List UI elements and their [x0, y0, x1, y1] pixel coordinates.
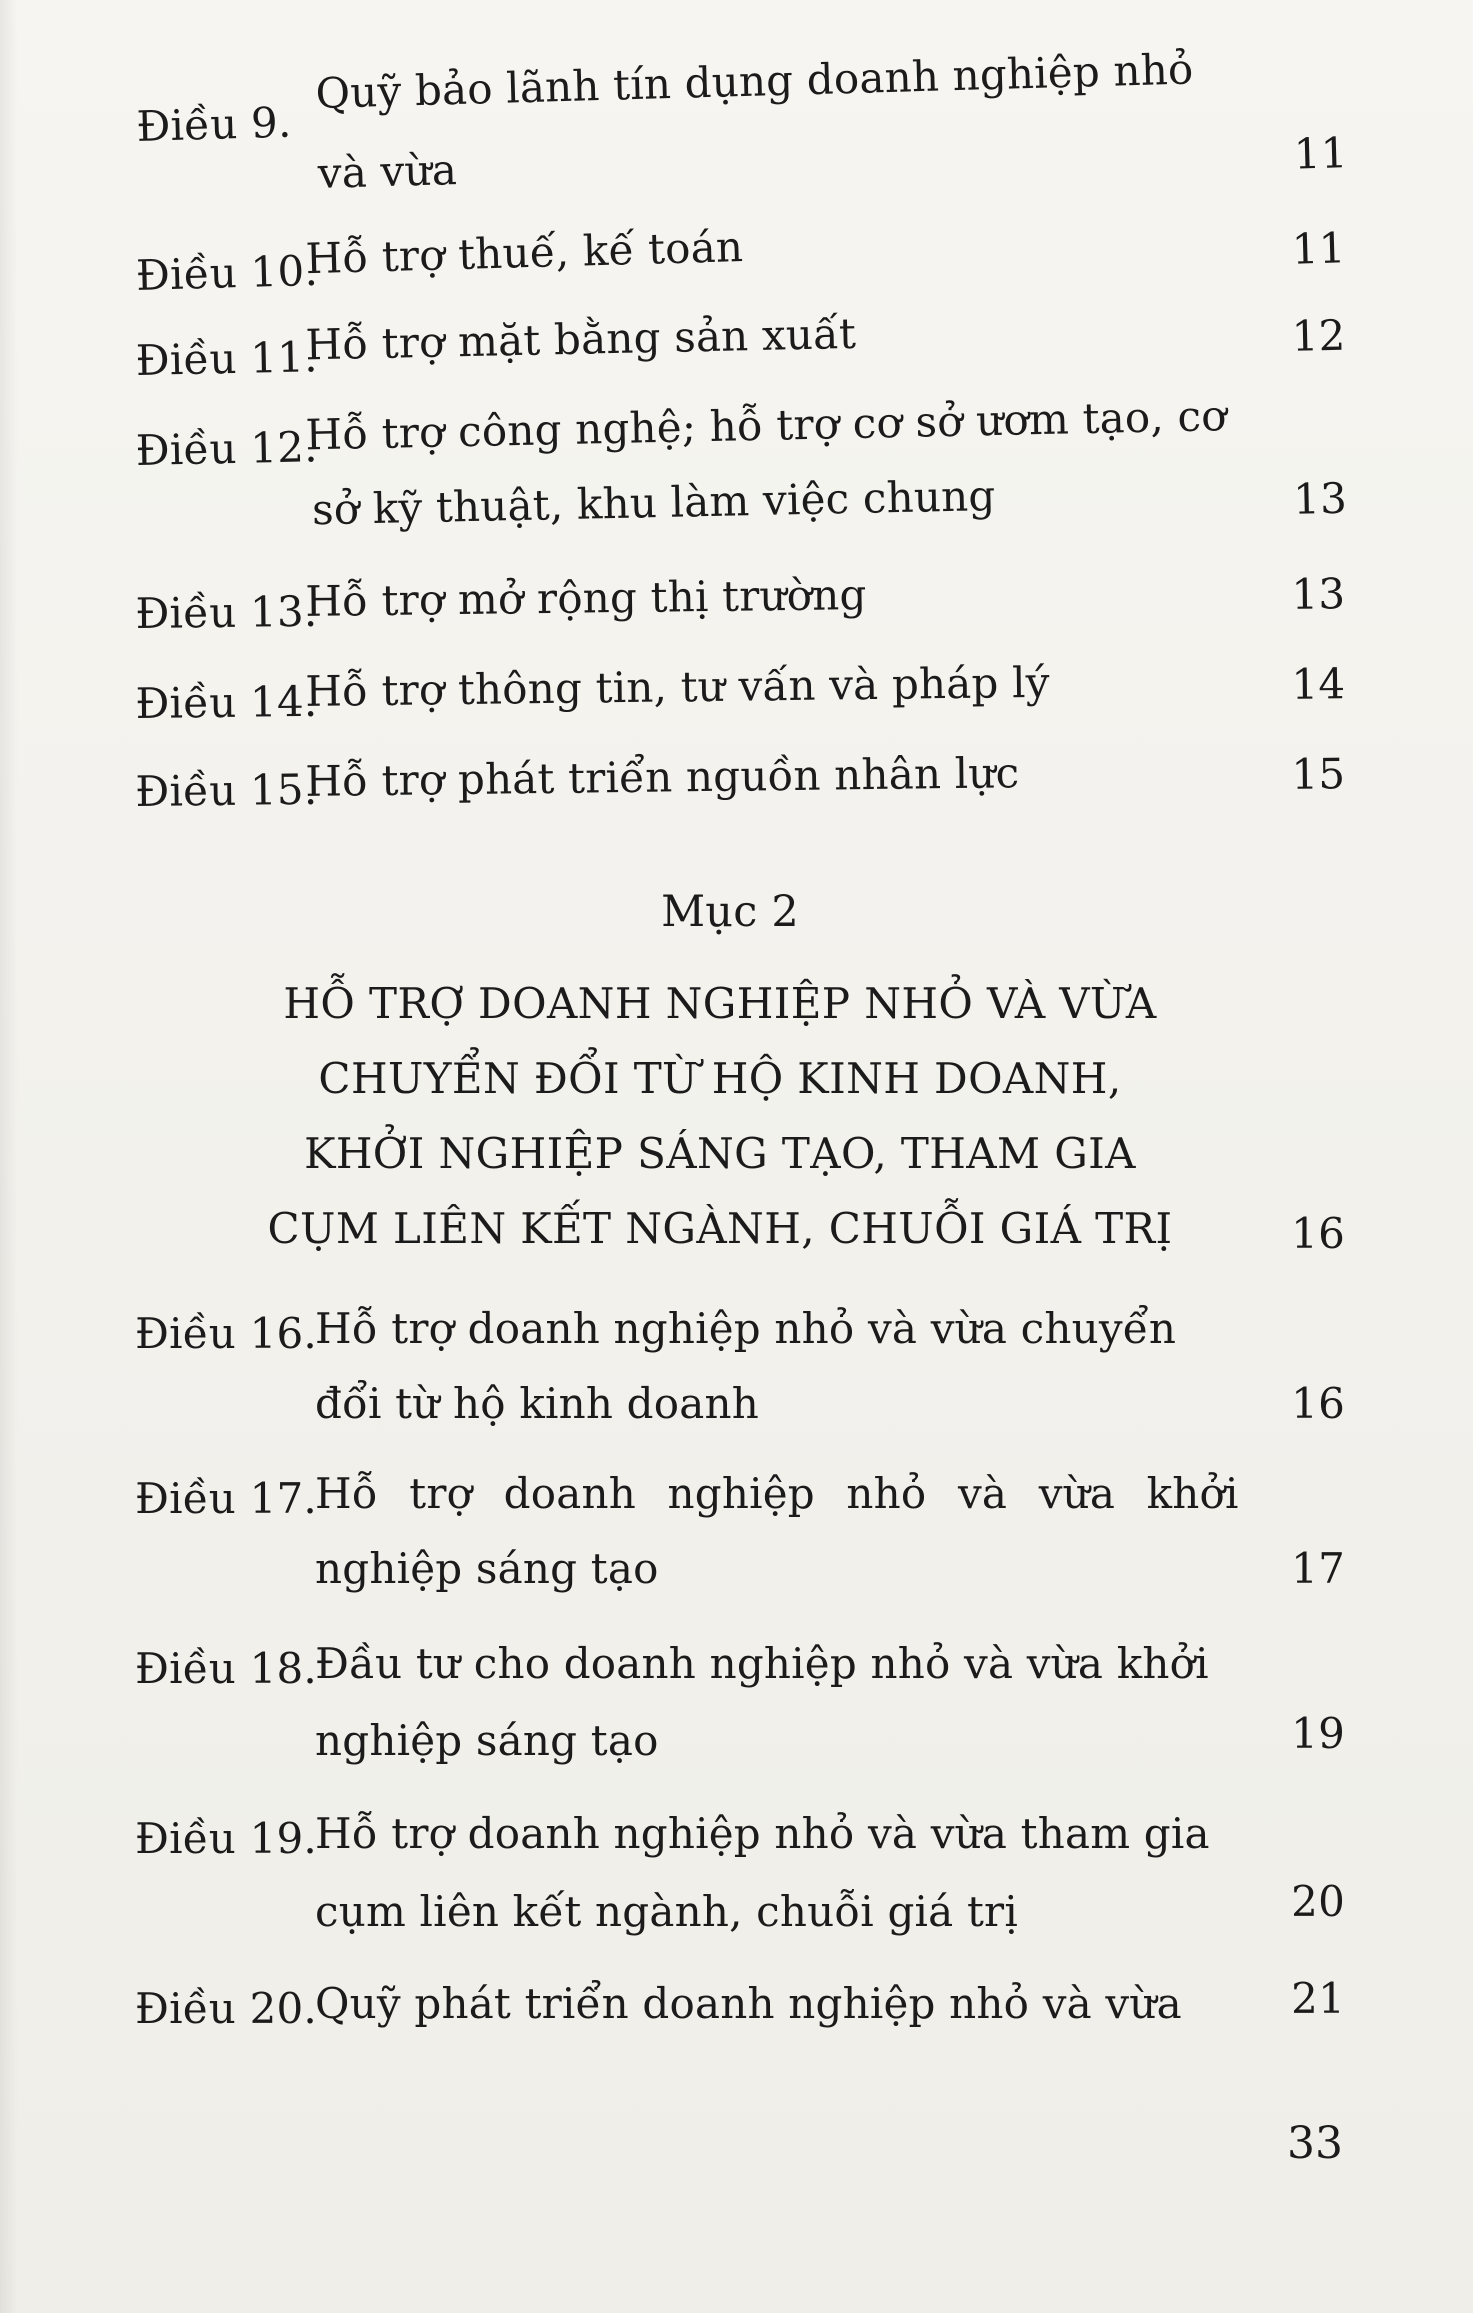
section-page-number: 16: [1291, 1209, 1345, 1258]
entry-label: Điều 18.: [135, 1644, 317, 1693]
entry-label: Điều 10.: [135, 245, 319, 300]
entry-title-line-1: Quỹ phát triển doanh nghiệp nhỏ và vừa: [315, 1979, 1182, 2028]
entry-title-line-1: Hỗ trợ thông tin, tư vấn và pháp lý: [304, 657, 1050, 716]
toc-entry-dieu-12[interactable]: [135, 390, 1348, 535]
entry-label: Điều 11.: [135, 332, 319, 385]
entry-title-line-1: Hỗ trợ mặt bằng sản xuất: [304, 308, 857, 370]
entry-title-line-1: Hỗ trợ doanh nghiệp nhỏ và vừa chuyển: [315, 1304, 1177, 1353]
entry-page-number: 11: [1293, 128, 1349, 179]
section-heading-line-3: KHỞI NGHIỆP SÁNG TẠO, THAM GIA: [304, 1129, 1136, 1178]
toc-entry-dieu-10[interactable]: [135, 206, 1347, 300]
entry-page-number: 20: [1291, 1877, 1345, 1926]
toc-entry-dieu-15[interactable]: [135, 745, 1346, 816]
entry-label: Điều 16.: [135, 1309, 317, 1358]
entry-label: Điều 12.: [135, 422, 319, 475]
toc-entry-dieu-14[interactable]: [135, 655, 1346, 728]
entry-page-number: 12: [1291, 310, 1346, 361]
entry-title-line-1: Hỗ trợ doanh nghiệp nhỏ và vừa khởi: [315, 1469, 1239, 1518]
entry-page-number: 21: [1291, 1974, 1345, 2023]
entry-title-line-1: Quỹ bảo lãnh tín dụng doanh nghiệp nhỏ: [314, 44, 1195, 118]
entry-title-line-1: Hỗ trợ mở rộng thị trường: [304, 570, 867, 626]
entry-label: Điều 20.: [135, 1984, 317, 2033]
page-folio-number: 33: [1287, 2118, 1343, 2169]
toc-entry-dieu-11[interactable]: [135, 300, 1346, 385]
entry-label: Điều 14.: [135, 676, 318, 728]
entry-title-line-2: nghiệp sáng tạo: [315, 1544, 659, 1593]
entry-page-number: 19: [1291, 1709, 1345, 1758]
entry-title-line-2: sở kỹ thuật, khu làm việc chung: [311, 471, 996, 535]
entry-page-number: 16: [1291, 1379, 1345, 1428]
entry-title-line-1: Đầu tư cho doanh nghiệp nhỏ và vừa khởi: [315, 1639, 1209, 1688]
entry-page-number: 13: [1292, 473, 1348, 524]
entry-label: Điều 17.: [135, 1474, 317, 1523]
entry-label: Điều 13.: [135, 586, 318, 638]
toc-entry-dieu-9[interactable]: [135, 41, 1349, 198]
entry-page-number: 11: [1291, 223, 1347, 274]
entry-title-line-1: Hỗ trợ phát triển nguồn nhân lực: [304, 748, 1020, 806]
entry-label: Điều 19.: [135, 1814, 317, 1863]
toc-entry-dieu-13[interactable]: [135, 565, 1346, 638]
entry-title-line-1: Hỗ trợ công nghệ; hỗ trợ cơ sở ươm tạo, cơ: [304, 391, 1228, 460]
section-heading-line-1: HỖ TRỢ DOANH NGHIỆP NHỎ VÀ VỪA: [283, 979, 1157, 1028]
spine-shadow: [0, 0, 18, 2313]
entry-page-number: 15: [1291, 749, 1346, 799]
section-heading-line-4: CỤM LIÊN KẾT NGÀNH, CHUỖI GIÁ TRỊ: [267, 1204, 1173, 1253]
section-heading-line-2: CHUYỂN ĐỔI TỪ HỘ KINH DOANH,: [318, 1054, 1122, 1103]
entry-title-line-1: Hỗ trợ thuế, kế toán: [304, 222, 744, 284]
entry-title-line-2: nghiệp sáng tạo: [315, 1716, 659, 1765]
entry-title-line-2: và vừa: [317, 145, 458, 198]
entry-page-number: 17: [1291, 1544, 1345, 1593]
entry-page-number: 14: [1291, 659, 1346, 709]
entry-label: Điều 15.: [135, 764, 318, 816]
entry-title-line-2: cụm liên kết ngành, chuỗi giá trị: [315, 1887, 1018, 1936]
entry-label: Điều 9.: [135, 97, 293, 151]
section-label: Mục 2: [661, 887, 799, 937]
entry-page-number: 13: [1291, 569, 1346, 619]
entry-title-line-1: Hỗ trợ doanh nghiệp nhỏ và vừa tham gia: [315, 1809, 1210, 1858]
entry-title-line-2: đổi từ hộ kinh doanh: [315, 1379, 759, 1428]
